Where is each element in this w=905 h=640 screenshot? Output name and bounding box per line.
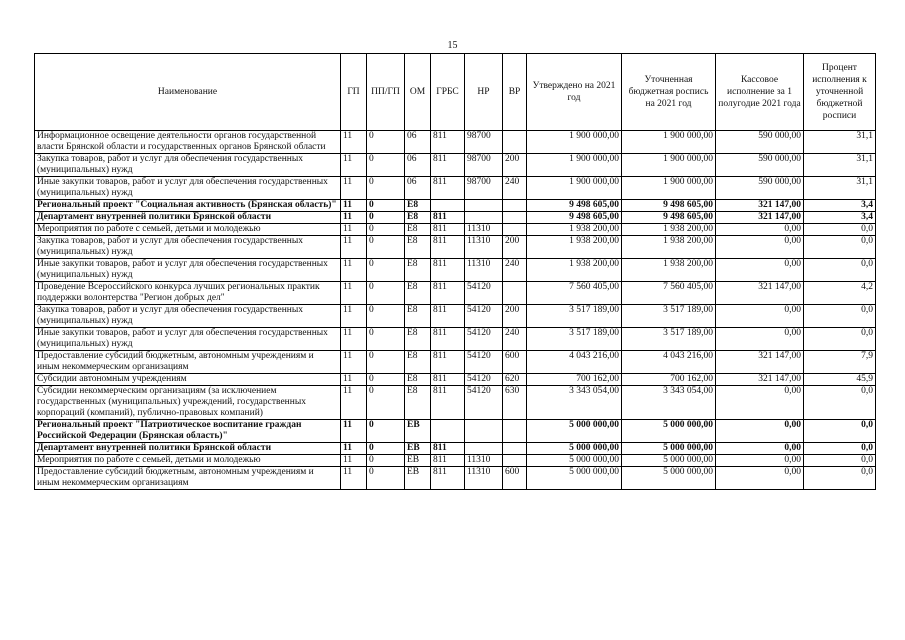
cell-om: 06 [405,177,431,200]
cell-refined: 3 517 189,00 [622,328,716,351]
cell-approved: 1 900 000,00 [527,131,622,154]
cell-name: Проведение Всероссийского конкурса лучших региональных практик поддержки волонтерства "Регион добрых дел" [35,282,341,305]
cell-vr [503,282,527,305]
cell-nr [465,200,503,212]
cell-cash: 0,00 [716,443,804,455]
cell-grbs: 811 [431,282,465,305]
cell-om: ЕВ [405,455,431,467]
cell-gp: 11 [341,177,367,200]
cell-refined: 5 000 000,00 [622,467,716,490]
cell-ppgp: 0 [367,224,405,236]
cell-gp: 11 [341,374,367,386]
cell-approved: 5 000 000,00 [527,467,622,490]
table-row [35,200,876,212]
table-row [35,154,876,177]
cell-percent: 31,1 [804,177,876,200]
cell-grbs: 811 [431,305,465,328]
table-row [35,374,876,386]
cell-name: Закупка товаров, работ и услуг для обеспечения государственных (муниципальных) нужд [35,236,341,259]
cell-cash: 321 147,00 [716,212,804,224]
cell-gp: 11 [341,236,367,259]
cell-gp: 11 [341,443,367,455]
cell-gp: 11 [341,328,367,351]
cell-ppgp: 0 [367,236,405,259]
cell-ppgp: 0 [367,351,405,374]
cell-om: Е8 [405,212,431,224]
cell-percent: 0,0 [804,236,876,259]
cell-vr [503,420,527,443]
cell-om: Е8 [405,282,431,305]
cell-name: Мероприятия по работе с семьей, детьми и молодежью [35,455,341,467]
cell-om: 06 [405,154,431,177]
cell-approved: 7 560 405,00 [527,282,622,305]
cell-grbs [431,200,465,212]
cell-cash: 321 147,00 [716,374,804,386]
table-row [35,443,876,455]
cell-percent: 0,0 [804,443,876,455]
cell-cash: 321 147,00 [716,351,804,374]
cell-nr [465,420,503,443]
header-approved: Утверждено на 2021 год [527,54,622,131]
table-body [35,131,876,490]
cell-gp: 11 [341,420,367,443]
cell-refined: 1 938 200,00 [622,259,716,282]
cell-gp: 11 [341,455,367,467]
cell-name: Иные закупки товаров, работ и услуг для обеспечения государственных (муниципальных) нужд [35,328,341,351]
cell-gp: 11 [341,131,367,154]
cell-refined: 3 343 054,00 [622,386,716,420]
cell-refined: 1 900 000,00 [622,154,716,177]
cell-approved: 1 938 200,00 [527,236,622,259]
cell-name: Мероприятия по работе с семьей, детьми и молодежью [35,224,341,236]
cell-percent: 0,0 [804,224,876,236]
cell-ppgp: 0 [367,259,405,282]
cell-name: Региональный проект "Патриотическое воспитание граждан Российской Федерации (Брянская область)" [35,420,341,443]
cell-om: Е8 [405,374,431,386]
header-nr: НР [465,54,503,131]
table-row [35,259,876,282]
cell-cash: 590 000,00 [716,131,804,154]
cell-ppgp: 0 [367,212,405,224]
cell-cash: 321 147,00 [716,282,804,305]
cell-approved: 5 000 000,00 [527,455,622,467]
cell-refined: 700 162,00 [622,374,716,386]
table-row [35,420,876,443]
cell-grbs: 811 [431,236,465,259]
cell-approved: 1 900 000,00 [527,177,622,200]
cell-vr [503,212,527,224]
cell-om: Е8 [405,200,431,212]
cell-ppgp: 0 [367,177,405,200]
cell-cash: 0,00 [716,305,804,328]
table-row [35,467,876,490]
cell-nr: 11310 [465,236,503,259]
cell-ppgp: 0 [367,443,405,455]
table-row [35,305,876,328]
cell-gp: 11 [341,282,367,305]
cell-vr [503,131,527,154]
cell-percent: 7,9 [804,351,876,374]
cell-name: Департамент внутренней политики Брянской области [35,443,341,455]
cell-approved: 5 000 000,00 [527,443,622,455]
header-name: Наименование [35,54,341,131]
cell-grbs: 811 [431,455,465,467]
cell-grbs: 811 [431,386,465,420]
cell-refined: 5 000 000,00 [622,443,716,455]
cell-name: Предоставление субсидий бюджетным, автономным учреждениям и иным некоммерческим организациям [35,351,341,374]
cell-nr: 11310 [465,467,503,490]
cell-ppgp: 0 [367,455,405,467]
cell-gp: 11 [341,200,367,212]
cell-ppgp: 0 [367,386,405,420]
cell-name: Иные закупки товаров, работ и услуг для обеспечения государственных (муниципальных) нужд [35,259,341,282]
cell-vr: 600 [503,467,527,490]
cell-nr: 54120 [465,374,503,386]
cell-approved: 1 900 000,00 [527,154,622,177]
cell-om: 06 [405,131,431,154]
cell-nr: 98700 [465,154,503,177]
table-row [35,131,876,154]
cell-cash: 0,00 [716,259,804,282]
cell-gp: 11 [341,305,367,328]
cell-name: Закупка товаров, работ и услуг для обеспечения государственных (муниципальных) нужд [35,154,341,177]
cell-nr [465,443,503,455]
cell-vr [503,200,527,212]
cell-cash: 590 000,00 [716,177,804,200]
cell-gp: 11 [341,224,367,236]
cell-nr [465,212,503,224]
cell-gp: 11 [341,386,367,420]
cell-refined: 9 498 605,00 [622,212,716,224]
cell-percent: 31,1 [804,131,876,154]
cell-nr: 54120 [465,328,503,351]
cell-grbs: 811 [431,212,465,224]
cell-approved: 5 000 000,00 [527,420,622,443]
cell-vr: 200 [503,154,527,177]
cell-percent: 31,1 [804,154,876,177]
cell-om: ЕВ [405,467,431,490]
cell-vr: 200 [503,305,527,328]
cell-vr [503,224,527,236]
cell-percent: 0,0 [804,455,876,467]
table-row [35,328,876,351]
cell-vr: 200 [503,236,527,259]
cell-vr: 630 [503,386,527,420]
cell-om: Е8 [405,351,431,374]
cell-cash: 0,00 [716,224,804,236]
cell-nr: 54120 [465,386,503,420]
cell-cash: 0,00 [716,328,804,351]
cell-name: Предоставление субсидий бюджетным, автономным учреждениям и иным некоммерческим организациям [35,467,341,490]
cell-om: Е8 [405,386,431,420]
table-row [35,212,876,224]
cell-percent: 0,0 [804,467,876,490]
header-ppgp: ПП/ГП [367,54,405,131]
header-vr: ВР [503,54,527,131]
cell-om: ЕВ [405,420,431,443]
cell-refined: 9 498 605,00 [622,200,716,212]
cell-om: Е8 [405,224,431,236]
cell-refined: 1 938 200,00 [622,236,716,259]
cell-ppgp: 0 [367,420,405,443]
cell-refined: 1 900 000,00 [622,131,716,154]
header-refined: Уточненная бюджетная роспись на 2021 год [622,54,716,131]
table-row [35,455,876,467]
cell-ppgp: 0 [367,282,405,305]
cell-percent: 3,4 [804,212,876,224]
cell-gp: 11 [341,259,367,282]
cell-grbs: 811 [431,224,465,236]
cell-percent: 3,4 [804,200,876,212]
cell-approved: 3 517 189,00 [527,328,622,351]
cell-approved: 1 938 200,00 [527,224,622,236]
cell-approved: 3 343 054,00 [527,386,622,420]
cell-vr: 240 [503,177,527,200]
cell-ppgp: 0 [367,328,405,351]
cell-grbs: 811 [431,467,465,490]
header-row [35,54,876,131]
cell-name: Региональный проект "Социальная активность (Брянская область)" [35,200,341,212]
cell-ppgp: 0 [367,154,405,177]
cell-name: Департамент внутренней политики Брянской области [35,212,341,224]
page-number: 15 [447,40,458,51]
table-row [35,224,876,236]
cell-gp: 11 [341,212,367,224]
cell-name: Иные закупки товаров, работ и услуг для обеспечения государственных (муниципальных) нужд [35,177,341,200]
cell-percent: 45,9 [804,374,876,386]
cell-grbs: 811 [431,328,465,351]
cell-ppgp: 0 [367,131,405,154]
cell-gp: 11 [341,351,367,374]
cell-vr: 240 [503,259,527,282]
cell-cash: 0,00 [716,455,804,467]
cell-gp: 11 [341,154,367,177]
cell-nr: 11310 [465,224,503,236]
table-row [35,386,876,420]
cell-nr: 54120 [465,351,503,374]
cell-percent: 0,0 [804,420,876,443]
cell-approved: 9 498 605,00 [527,212,622,224]
cell-approved: 700 162,00 [527,374,622,386]
header-om: ОМ [405,54,431,131]
cell-vr [503,443,527,455]
table-row [35,282,876,305]
table-row [35,351,876,374]
cell-refined: 5 000 000,00 [622,455,716,467]
cell-grbs: 811 [431,351,465,374]
cell-nr: 98700 [465,177,503,200]
cell-om: Е8 [405,236,431,259]
cell-refined: 4 043 216,00 [622,351,716,374]
table-row [35,236,876,259]
cell-nr: 98700 [465,131,503,154]
cell-percent: 0,0 [804,328,876,351]
cell-grbs: 811 [431,443,465,455]
cell-nr: 54120 [465,282,503,305]
cell-cash: 0,00 [716,420,804,443]
cell-approved: 9 498 605,00 [527,200,622,212]
header-cash: Кассовое исполнение за 1 полугодие 2021 года [716,54,804,131]
cell-om: Е8 [405,305,431,328]
cell-nr: 11310 [465,259,503,282]
cell-refined: 5 000 000,00 [622,420,716,443]
header-percent: Процент исполнения к уточненной бюджетной росписи [804,54,876,131]
header-grbs: ГРБС [431,54,465,131]
cell-approved: 4 043 216,00 [527,351,622,374]
cell-cash: 0,00 [716,467,804,490]
cell-grbs: 811 [431,154,465,177]
cell-om: ЕВ [405,443,431,455]
cell-name: Субсидии некоммерческим организациям (за исключением государственных (муниципальных) учреждений, государственных корпораций (компаний), публично-правовых компаний) [35,386,341,420]
cell-ppgp: 0 [367,467,405,490]
cell-nr: 54120 [465,305,503,328]
header-gp: ГП [341,54,367,131]
cell-vr: 240 [503,328,527,351]
cell-cash: 321 147,00 [716,200,804,212]
cell-refined: 7 560 405,00 [622,282,716,305]
cell-ppgp: 0 [367,374,405,386]
cell-om: Е8 [405,328,431,351]
cell-om: Е8 [405,259,431,282]
cell-percent: 0,0 [804,259,876,282]
cell-vr [503,455,527,467]
cell-refined: 1 900 000,00 [622,177,716,200]
cell-name: Закупка товаров, работ и услуг для обеспечения государственных (муниципальных) нужд [35,305,341,328]
cell-approved: 1 938 200,00 [527,259,622,282]
table-row [35,177,876,200]
cell-cash: 0,00 [716,386,804,420]
cell-grbs: 811 [431,131,465,154]
cell-refined: 3 517 189,00 [622,305,716,328]
cell-refined: 1 938 200,00 [622,224,716,236]
cell-percent: 0,0 [804,386,876,420]
cell-approved: 3 517 189,00 [527,305,622,328]
cell-name: Субсидии автономным учреждениям [35,374,341,386]
cell-vr: 600 [503,351,527,374]
cell-percent: 0,0 [804,305,876,328]
cell-cash: 590 000,00 [716,154,804,177]
cell-name: Информационное освещение деятельности органов государственной власти Брянской области и государственных органов Брянской области [35,131,341,154]
budget-table [34,53,876,490]
cell-nr: 11310 [465,455,503,467]
cell-cash: 0,00 [716,236,804,259]
cell-ppgp: 0 [367,200,405,212]
cell-ppgp: 0 [367,305,405,328]
cell-grbs: 811 [431,177,465,200]
cell-grbs: 811 [431,374,465,386]
cell-percent: 4,2 [804,282,876,305]
cell-vr: 620 [503,374,527,386]
cell-gp: 11 [341,467,367,490]
cell-grbs: 811 [431,259,465,282]
cell-grbs [431,420,465,443]
